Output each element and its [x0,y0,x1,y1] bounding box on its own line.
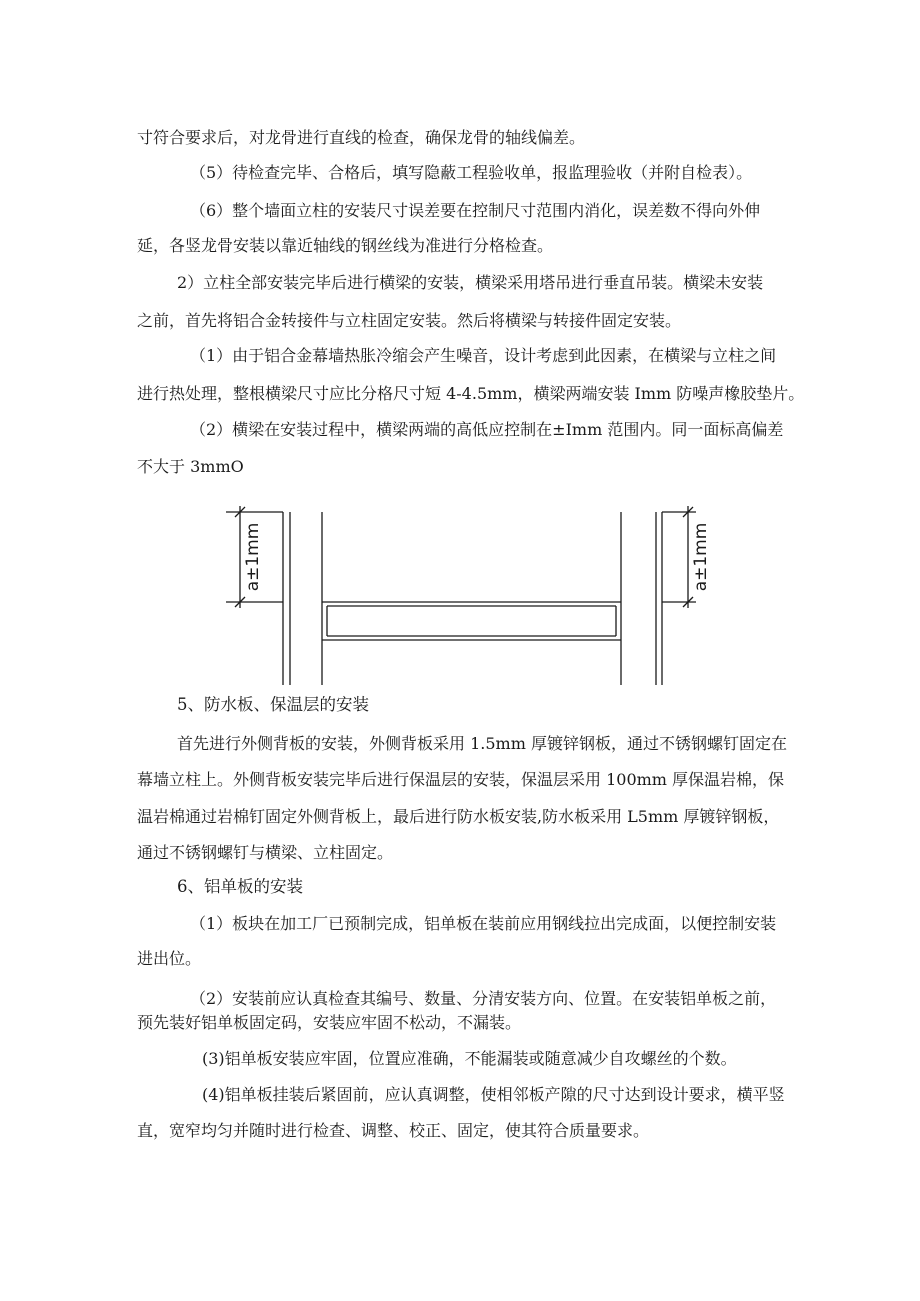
text-line: 之前，首先将铝合金转接件与立柱固定安装。然后将横梁与转接件固定安装。 [137,311,682,330]
text-line: （5）待检查完毕、合格后，填写隐蔽工程验收单，报监理验收（并附自检表）。 [190,163,753,182]
right-tolerance-label: a±1mm [691,522,711,592]
text-line: 2）立柱全部安装完毕后进行横梁的安装，横梁采用塔吊进行垂直吊装。横梁未安装 [177,273,764,292]
text-line: 温岩棉通过岩棉钉固定外侧背板上，最后进行防水板安装,防水板采用 L5mm 厚镀锌钢板， [137,807,780,826]
text-line: (4)铝单板挂装后紧固前，应认真调整，使相邻板产隙的尺寸达到设计要求，横平竖 [202,1085,785,1104]
beam-tolerance-diagram [226,490,711,685]
text-line: 通过不锈钢螺钉与横梁、立柱固定。 [137,843,394,862]
section-heading: 5、防水板、保温层的安装 [177,695,369,714]
text-line: 延，各竖龙骨安装以靠近轴线的钢丝线为准进行分格检查。 [137,236,554,255]
text-line: 不大于 3mmO [137,457,244,476]
text-line: 寸符合要求后，对龙骨进行直线的检查，确保龙骨的轴线偏差。 [137,128,586,147]
text-line: （2）横梁在安装过程中，横梁两端的高低应控制在±Imm 范围内。同一面标高偏差 [190,420,784,439]
text-line: （6）整个墙面立柱的安装尺寸误差要在控制尺寸范围内消化，误差数不得向外伸 [190,201,761,220]
text-line: 直，宽窄均匀并随时进行检查、调整、校正、固定，使其符合质量要求。 [137,1121,650,1140]
text-line: (3)铝单板安装应牢固，位置应准确，不能漏装或随意减少自攻螺丝的个数。 [202,1049,737,1068]
text-line: （1）由于铝合金幕墙热胀冷缩会产生噪音，设计考虑到此因素，在横梁与立柱之间 [190,346,777,365]
text-line: （2）安装前应认真检查其编号、数量、分清安装方向、位置。在安装铝单板之前， [190,989,777,1008]
text-line: 预先装好铝单板固定码，安装应牢固不松动，不漏装。 [137,1013,522,1032]
text-line: 进出位。 [137,949,202,968]
text-line: 进行热处理，整根横梁尺寸应比分格尺寸短 4-4.5mm，横梁两端安装 Imm 防噪声橡胶垫片。 [137,384,805,403]
text-line: （1）板块在加工厂已预制完成，铝单板在装前应用钢线拉出完成面，以便控制安装 [190,914,777,933]
text-line: 首先进行外侧背板的安装，外侧背板采用 1.5mm 厚镀锌钢板，通过不锈钢螺钉固定在 [177,734,787,753]
left-tolerance-label: a±1mm [243,522,263,592]
text-line: 幕墙立柱上。外侧背板安装完毕后进行保温层的安装，保温层采用 100mm 厚保温岩棉，保 [137,770,785,789]
section-heading: 6、铝单板的安装 [177,877,303,896]
